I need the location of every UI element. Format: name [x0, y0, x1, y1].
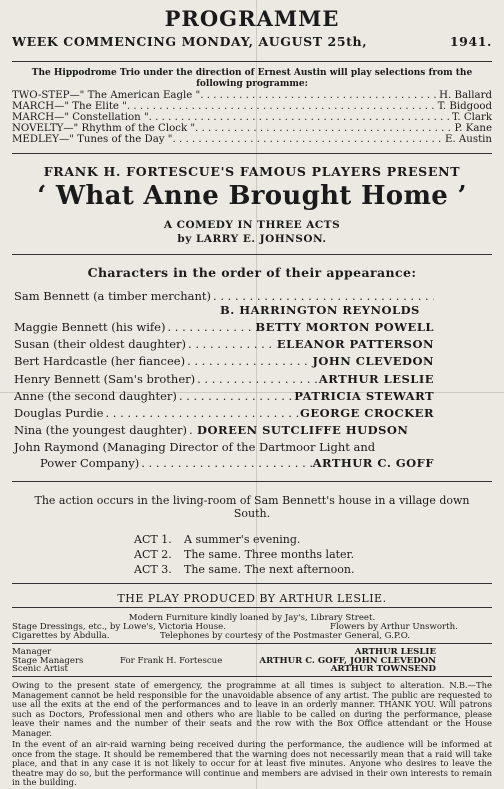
setting-description: The action occurs in the living-room of Sam Bennett's house in a village down South. — [34, 494, 470, 520]
divider — [12, 61, 492, 62]
furniture-credit: Modern Furniture kindly loaned by Jay's, Library Street. — [128, 613, 376, 623]
selection-piece: NOVELTY—" Rhythm of the Clock " — [12, 123, 196, 134]
selection-composer: H. Ballard — [439, 90, 492, 101]
cast-role: Henry Bennett (Sam's brother) — [14, 372, 196, 386]
cast-actor: B. HARRINGTON REYNOLDS — [220, 303, 420, 317]
cast-row — [14, 289, 434, 303]
staff-for: For Frank H. Fortescue — [120, 656, 223, 666]
music-selection — [12, 90, 492, 101]
cast-role: Nina (the youngest daughter) — [14, 423, 188, 437]
cast-row — [14, 440, 434, 454]
cast-actor: DOREEN SUTCLIFFE HUDSON — [197, 423, 409, 437]
music-selection — [12, 123, 492, 134]
week-commencing: WEEK COMMENCING MONDAY, AUGUST 25th, — [12, 34, 368, 49]
cast-row — [14, 320, 434, 334]
cast-actor: ELEANOR PATTERSON — [276, 337, 434, 351]
cast-role: Power Company) — [40, 456, 140, 470]
act-row — [134, 533, 300, 546]
cast-role: Susan (their oldest daughter) — [14, 337, 187, 351]
selection-composer: T. Bidgood — [437, 101, 492, 112]
divider — [12, 583, 492, 584]
flowers-credit: Flowers by Arthur Unsworth. — [330, 622, 458, 632]
cast-role: Maggie Bennett (his wife) — [14, 320, 166, 334]
cast-row — [40, 456, 434, 470]
selection-piece: MARCH—" Constellation " — [12, 112, 149, 123]
produced-by: THE PLAY PRODUCED BY ARTHUR LESLIE. — [117, 592, 387, 605]
divider — [12, 643, 492, 644]
music-selection — [12, 112, 492, 123]
cast-role: Sam Bennett (a timber merchant) — [14, 289, 212, 303]
play-title: ‘ What Anne Brought Home ’ — [37, 181, 467, 211]
music-selection — [12, 101, 492, 112]
cast-actor: ARTHUR C. GOFF — [312, 456, 434, 470]
music-selection — [12, 134, 492, 145]
programme-title: PROGRAMME — [164, 6, 340, 31]
air-raid-notice: In the event of an air-raid warning being received during the performance, the audience will be informed at once from the stage. It should be remembered that the warning does not necessarily mean that a raid will take place, and that in any case it is not likely to occur for at least five minutes. Anyone who desires to leave the theatre may do so, but the performance will continue and members are advised in their own interests to remain in the building. — [12, 739, 492, 788]
cast-actor: PATRICIA STEWART — [294, 389, 434, 403]
staff-labels — [12, 648, 83, 674]
act-number: ACT 2. — [134, 548, 172, 561]
act-row — [134, 548, 354, 561]
cast-row — [14, 372, 434, 386]
week-line — [12, 34, 492, 49]
cast-role: Anne (the second daughter) — [14, 389, 177, 403]
cast-row — [14, 354, 434, 368]
cast-row — [14, 389, 434, 403]
act-number: ACT 3. — [134, 563, 172, 576]
staff-names — [248, 648, 436, 674]
cast-role: Douglas Purdie — [14, 406, 104, 420]
play-author: by LARRY E. JOHNSON. — [177, 233, 327, 245]
divider — [12, 153, 492, 154]
dressings-credit: Stage Dressings, etc., by Lowe's, Victoria House. — [12, 622, 226, 632]
cast-actor: BETTY MORTON POWELL — [255, 320, 434, 334]
cast-role: John Raymond (Managing Director of the Dartmoor Light and — [14, 440, 376, 454]
staff-name: ARTHUR TOWNSEND — [330, 664, 436, 675]
selection-composer: E. Austin — [445, 134, 492, 145]
cast-role: Bert Hardcastle (her fiancee) — [14, 354, 186, 368]
staff-name: ARTHUR C. GOFF, JOHN CLEVEDON — [259, 655, 436, 666]
cast-actor: ARTHUR LESLIE — [318, 372, 434, 386]
divider — [12, 607, 492, 608]
play-subtitle: A COMEDY IN THREE ACTS — [163, 219, 341, 231]
staff-label: Scenic Artist — [12, 664, 68, 675]
act-description: The same. Three months later. — [184, 548, 355, 561]
staff-label: Manager — [12, 647, 52, 657]
act-row — [134, 563, 354, 576]
music-intro: The Hippodrome Trio under the direction of Ernest Austin will play selections from the following programme: — [31, 68, 473, 89]
selection-composer: T. Clark — [452, 112, 492, 123]
cast-actor: GEORGE CROCKER — [300, 406, 434, 420]
act-description: A summer's evening. — [184, 533, 301, 546]
divider — [12, 676, 492, 677]
selection-piece: MARCH—" The Elite " — [12, 101, 127, 112]
divider — [12, 254, 492, 255]
emergency-notice: Owing to the present state of emergency, the programme at all times is subject to alteration. N.B.—The Management cannot be held responsible for the unavoidable absence of any artist. The public are requested to use all the exits at the end of the performances and to leave in an orderly manner. THANK YOU. Will patrons such as Doctors, Professional men and others who are liable to be called on during the performance, please leave their names and the number of their seats and the row with the Box Office attendant or the House Manager. — [12, 680, 492, 738]
presenter-line: FRANK H. FORTESCUE'S FAMOUS PLAYERS PRESENT — [43, 164, 461, 179]
cast-row — [14, 423, 434, 437]
act-number: ACT 1. — [134, 533, 172, 546]
cigarettes-credit: Cigarettes by Abdulla. — [12, 631, 110, 641]
cast-row — [14, 337, 434, 351]
staff-name: ARTHUR LESLIE — [354, 647, 436, 657]
selection-piece: TWO-STEP—" The American Eagle " — [12, 90, 201, 101]
cast-row — [14, 406, 434, 420]
staff-label: Stage Managers — [12, 655, 84, 666]
selection-piece: MEDLEY—" Tunes of the Day " — [12, 134, 173, 145]
week-year: 1941. — [449, 34, 492, 49]
cast-actor: JOHN CLEVEDON — [312, 354, 434, 368]
divider — [12, 481, 492, 482]
selection-composer: P. Kane — [454, 123, 492, 134]
cast-heading: Characters in the order of their appearance: — [87, 265, 417, 280]
telephones-credit: Telephones by courtesy of the Postmaster General, G.P.O. — [160, 631, 410, 641]
act-description: The same. The next afternoon. — [184, 563, 355, 576]
